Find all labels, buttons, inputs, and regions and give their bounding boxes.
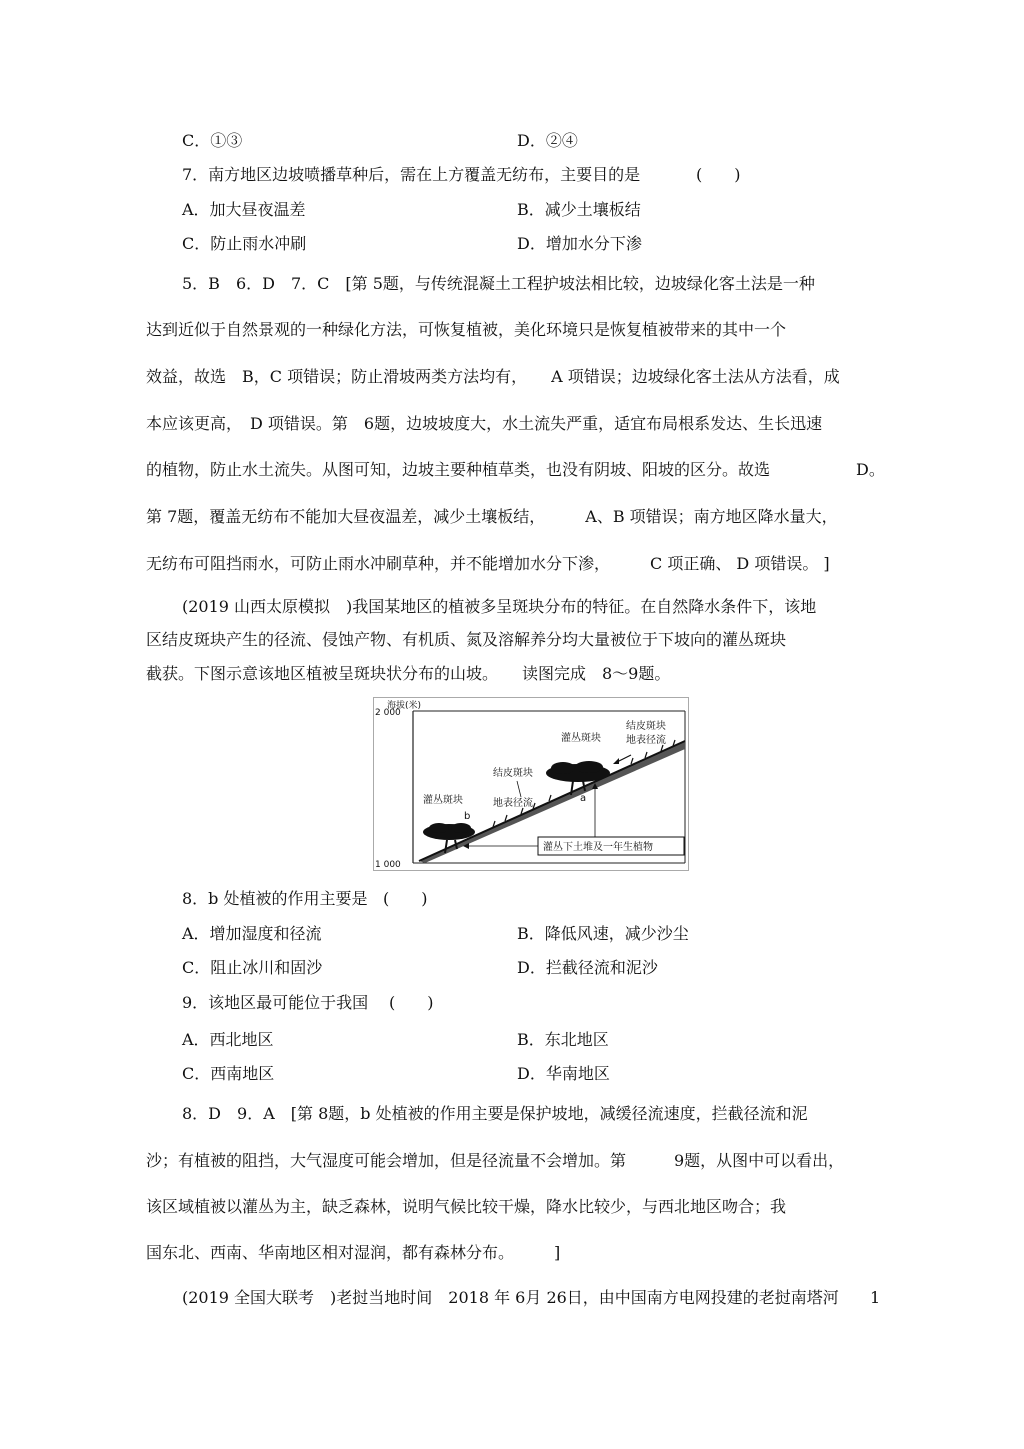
q7-option-b: B．减少土壤板结 <box>517 200 641 219</box>
q9-stem: 9．该地区最可能位于我国 <box>182 993 369 1012</box>
answer-5-7-line-7: 无纺布可阻挡雨水，可防止雨水冲刷草种，并不能增加水分下渗， C 项正确、 D 项错误。 ] <box>146 554 830 573</box>
q7-option-a: A．加大昼夜温差 <box>182 200 306 219</box>
y-tick-top: 2 000 <box>375 708 401 718</box>
answer-8-9-line-1: 8．D 9．A [第 8题，b 处植被的作用主要是保护坡地，减缓径流速度，拦截径流和泥 <box>182 1104 808 1123</box>
answer-5-7-line-5: 的植物，防止水土流失。从图可知，边坡主要种植草类，也没有阴坡、阳坡的区分。故选 <box>146 460 771 479</box>
q6-option-c: C．①③ <box>182 131 243 150</box>
answer-8-9-line-3: 该区域植被以灌丛为主，缺乏森林，说明气候比较干燥，降水比较少，与西北地区吻合；我 <box>146 1197 787 1216</box>
y-axis-title: 海拔(米) <box>387 701 422 711</box>
label-crust-runoff-2: 地表径流 <box>626 735 666 746</box>
label-crust-patch: 结皮斑块 <box>493 768 533 779</box>
label-shrub-patch-right: 灌丛斑块 <box>561 733 601 744</box>
q8-option-b: B．降低风速，减少沙尘 <box>517 924 689 943</box>
answer-5-7-line-4: 本应该更高， D 项错误。第 6题，边坡坡度大，水土流失严重，适宜布局根系发达、生长迅速 <box>146 414 823 433</box>
answer-5-7-line-2: 达到近似于自然景观的一种绿化方法，可恢复植被，美化环境只是恢复植被带来的其中一个 <box>146 320 787 339</box>
answer-8-9-line-2: 沙；有植被的阻挡，大气湿度可能会增加，但是径流量不会增加。第 9题，从图中可以看出， <box>146 1151 845 1170</box>
label-shrub-patch-left: 灌丛斑块 <box>423 795 463 806</box>
q8-option-d: D．拦截径流和泥沙 <box>517 958 658 977</box>
intro-line-3: 截获。下图示意该地区植被呈斑块状分布的山坡。 读图完成 8～9题。 <box>146 664 671 683</box>
answer-5-7-line-5-end: D。 <box>856 460 885 479</box>
answer-5-7-line-6: 第 7题，覆盖无纺布不能加大昼夜温差，减少土壤板结， A、B 项错误；南方地区降水量大， <box>146 507 838 526</box>
intro-line-1: (2019 山西太原模拟 )我国某地区的植被多呈斑块分布的特征。在自然降水条件下，该地 <box>182 597 817 616</box>
q9-option-a: A．西北地区 <box>182 1030 274 1049</box>
q9-answer-paren: ( ) <box>389 993 434 1012</box>
intro-line-2: 区结皮斑块产生的径流、侵蚀产物、有机质、氮及溶解养分均大量被位于下坡向的灌丛斑块 <box>146 630 787 649</box>
page-number: 1 <box>870 1288 881 1307</box>
q7-stem: 7．南方地区边坡喷播草种后，需在上方覆盖无纺布，主要目的是 <box>182 165 641 184</box>
answer-5-7-line-3: 效益，故选 B，C 项错误；防止滑坡两类方法均有， A 项错误；边坡绿化客土法从方法看，成 <box>146 367 840 386</box>
q9-option-d: D．华南地区 <box>517 1064 610 1083</box>
q8-answer-paren: ( ) <box>383 889 428 908</box>
slope-vegetation-figure <box>373 697 689 871</box>
q7-option-d: D．增加水分下渗 <box>517 234 642 253</box>
answer-5-7-line-1: 5．B 6．D 7．C [第 5题，与传统混凝土工程护坡法相比较，边坡绿化客土法是一种 <box>182 274 815 293</box>
q8-option-a: A．增加湿度和径流 <box>182 924 322 943</box>
label-b: b <box>464 811 471 822</box>
q9-option-b: B．东北地区 <box>517 1030 609 1049</box>
q9-option-c: C．西南地区 <box>182 1064 275 1083</box>
y-tick-bottom: 1 000 <box>375 860 401 870</box>
q8-stem: 8．b 处植被的作用主要是 <box>182 889 368 908</box>
q6-option-d: D．②④ <box>517 131 578 150</box>
label-surface-runoff: 地表径流 <box>493 798 533 809</box>
q7-answer-paren: ( ) <box>696 165 741 184</box>
q7-option-c: C．防止雨水冲刷 <box>182 234 307 253</box>
label-box-text: 灌丛下土堆及一年生植物 <box>543 842 653 853</box>
label-a: a <box>580 793 587 804</box>
q8-option-c: C．阻止冰川和固沙 <box>182 958 323 977</box>
label-crust-runoff-1: 结皮斑块 <box>626 721 666 732</box>
next-question-intro: (2019 全国大联考 )老挝当地时间 2018 年 6月 26日，由中国南方电网投建的老挝南塔河 <box>182 1288 839 1307</box>
answer-8-9-line-4: 国东北、西南、华南地区相对湿润，都有森林分布。 ] <box>146 1243 561 1262</box>
